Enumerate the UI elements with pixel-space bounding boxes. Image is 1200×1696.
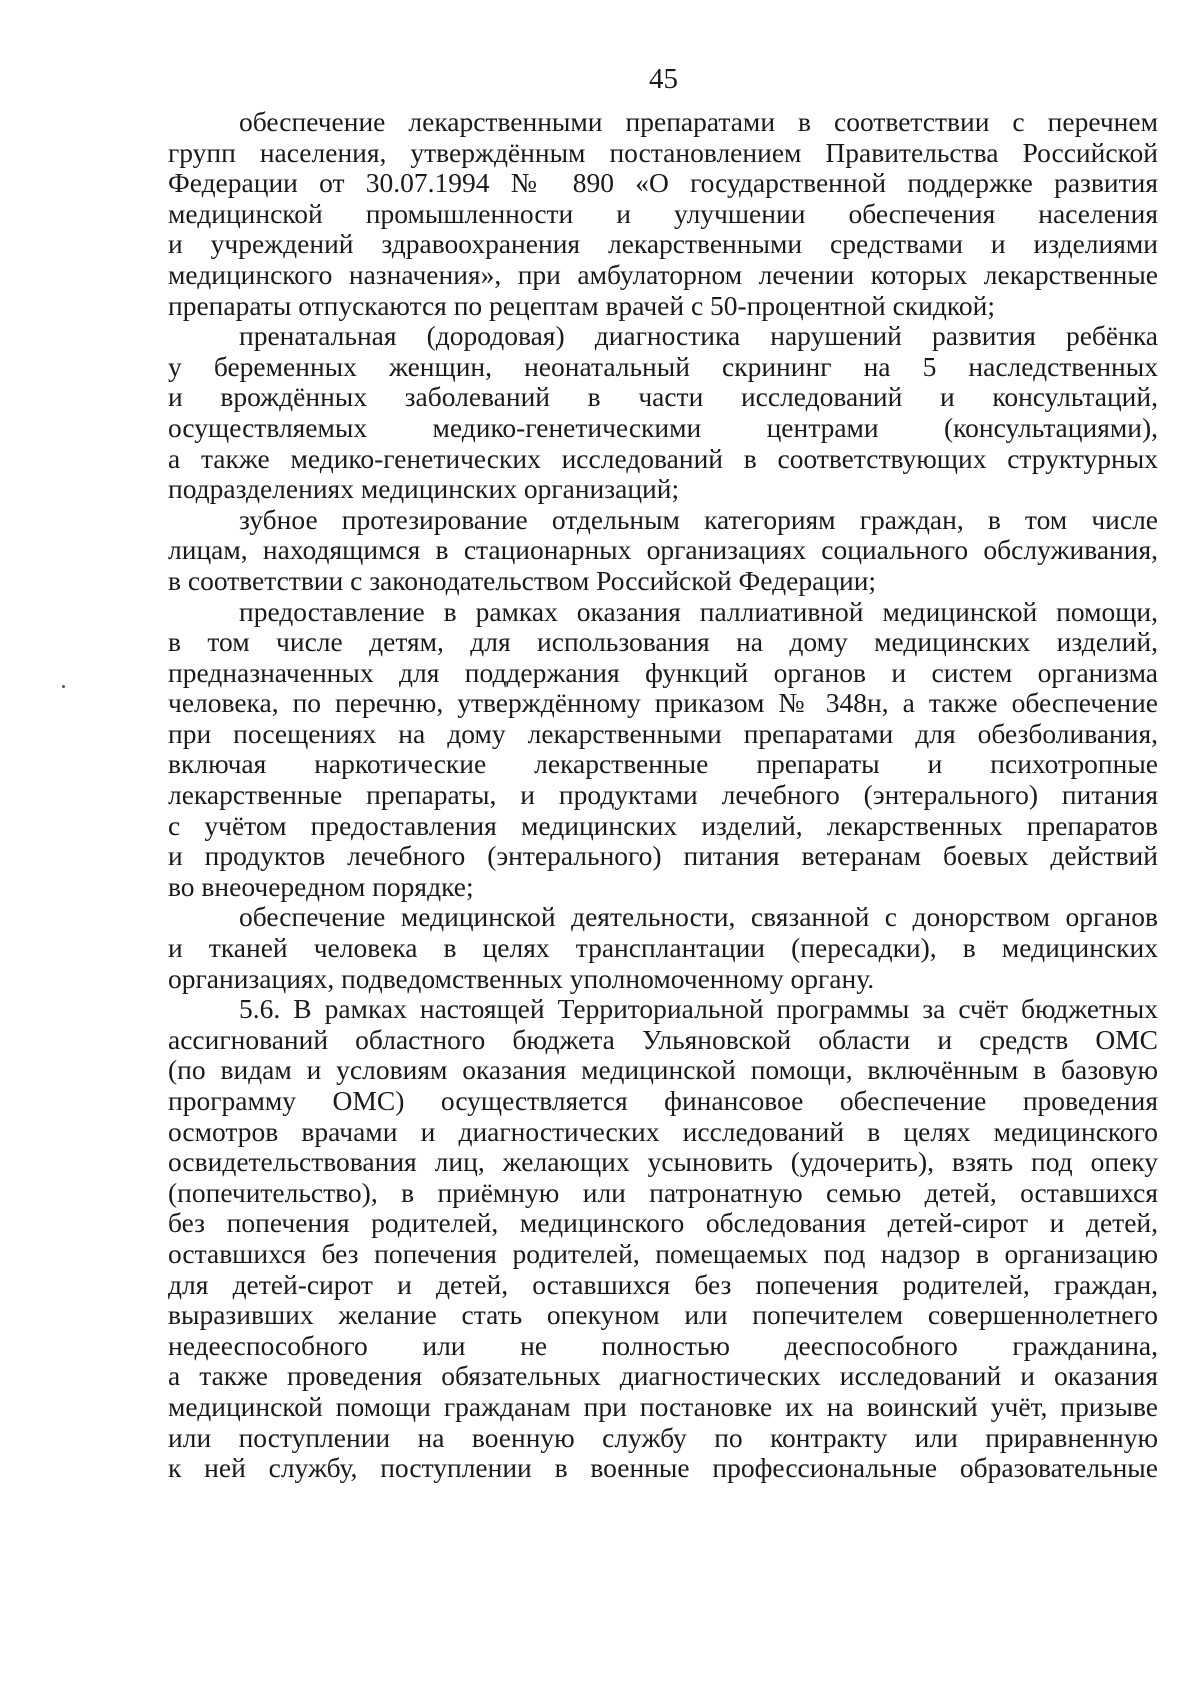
- text-line: осуществляемых медико-генетическими центрами (консультациями),: [168, 411, 1158, 443]
- text-line: групп населения, утверждённым постановлением Правительства Российской: [168, 136, 1158, 168]
- text-line: (попечительство), в приёмную или патронатную семью детей, оставшихся: [168, 1176, 1158, 1208]
- text-line: предоставление в рамках оказания паллиативной медицинской помощи,: [239, 595, 1158, 627]
- text-line: с учётом предоставления медицинских изделий, лекарственных препаратов: [168, 809, 1158, 841]
- page-number: 45: [649, 63, 678, 95]
- text-line: или поступлении на военную службу по контракту или приравненную: [168, 1421, 1158, 1453]
- text-line: лекарственные препараты, и продуктами лечебного (энтерального) питания: [168, 779, 1158, 811]
- text-line: в соответствии с законодательством Российской Федерации;: [168, 564, 877, 596]
- text-line: а также медико-генетических исследований в соответствующих структурных: [168, 442, 1158, 474]
- paragraph: [168, 994, 1158, 1484]
- text-line: обеспечение медицинской деятельности, связанной с донорством органов: [239, 901, 1158, 933]
- text-line: у беременных женщин, неонатальный скрининг на 5 наследственных: [168, 350, 1158, 382]
- text-line: пренатальная (дородовая) диагностика нарушений развития ребёнка: [239, 320, 1158, 352]
- text-line: оставшихся без попечения родителей, помещаемых под надзор в организацию: [168, 1237, 1158, 1269]
- text-line: медицинской промышленности и улучшении обеспечения населения: [168, 197, 1158, 229]
- text-line: подразделениях медицинских организаций;: [168, 473, 680, 505]
- text-line: для детей-сирот и детей, оставшихся без попечения родителей, граждан,: [168, 1268, 1158, 1300]
- text-line: медицинской помощи гражданам при постановке их на воинский учёт, призыве: [168, 1390, 1158, 1422]
- text-line: препараты отпускаются по рецептам врачей с 50-процентной скидкой;: [168, 289, 995, 321]
- text-line: к ней службу, поступлении в военные профессиональные образовательные: [168, 1452, 1158, 1484]
- text-line: программу ОМС) осуществляется финансовое обеспечение проведения: [168, 1085, 1158, 1116]
- text-line: и учреждений здравоохранения лекарственными средствами и изделиями: [168, 228, 1158, 260]
- document-body: [168, 107, 1158, 1484]
- text-line: осмотров врачами и диагностических исследований в целях медицинского: [168, 1115, 1158, 1147]
- paragraph: [168, 321, 1158, 505]
- text-line: выразивших желание стать опекуном или попечителем совершеннолетнего: [168, 1299, 1158, 1331]
- text-line: Федерации от 30.07.1994 № 890 «О государственной поддержке развития: [168, 167, 1158, 199]
- text-line: зубное протезирование отдельным категориям граждан, в том числе: [239, 503, 1158, 535]
- text-line: 5.6. В рамках настоящей Территориальной программы за счёт бюджетных: [239, 993, 1158, 1025]
- text-line: и врождённых заболеваний в части исследований и консультаций,: [168, 381, 1158, 413]
- text-line: а также проведения обязательных диагностических исследований и оказания: [168, 1360, 1158, 1392]
- paragraph: [168, 597, 1158, 903]
- text-line: во внеочередном порядке;: [168, 870, 474, 902]
- text-line: включая наркотические лекарственные препараты и психотропные: [168, 748, 1158, 780]
- text-line: обеспечение лекарственными препаратами в соответствии с перечнем: [239, 106, 1158, 137]
- paragraph: [168, 107, 1158, 321]
- text-line: предназначенных для поддержания функций органов и систем организма: [168, 656, 1158, 688]
- text-line: ассигнований областного бюджета Ульяновской области и средств ОМС: [168, 1023, 1158, 1055]
- text-line: освидетельствования лиц, желающих усыновить (удочерить), взять под опеку: [168, 1146, 1158, 1178]
- text-line: и тканей человека в целях трансплантации (пересадки), в медицинских: [168, 932, 1158, 964]
- text-line: без попечения родителей, медицинского обследования детей-сирот и детей,: [168, 1207, 1158, 1239]
- paragraph: [168, 505, 1158, 597]
- text-line: медицинского назначения», при амбулаторном лечении которых лекарственные: [168, 258, 1158, 290]
- text-line: лицам, находящимся в стационарных организациях социального обслуживания,: [168, 534, 1158, 566]
- paragraph: [168, 902, 1158, 994]
- text-line: организациях, подведомственных уполномоченному органу.: [168, 962, 875, 994]
- text-line: в том числе детям, для использования на дому медицинских изделий,: [168, 626, 1158, 658]
- text-line: недееспособного или не полностью дееспособного гражданина,: [168, 1329, 1158, 1361]
- scan-speck: [62, 685, 65, 688]
- text-line: и продуктов лечебного (энтерального) питания ветеранам боевых действий: [168, 840, 1158, 872]
- text-line: человека, по перечню, утверждённому приказом № 348н, а также обеспечение: [168, 687, 1158, 719]
- text-line: (по видам и условиям оказания медицинской помощи, включённым в базовую: [168, 1054, 1158, 1086]
- text-line: при посещениях на дому лекарственными препаратами для обезболивания,: [168, 717, 1158, 749]
